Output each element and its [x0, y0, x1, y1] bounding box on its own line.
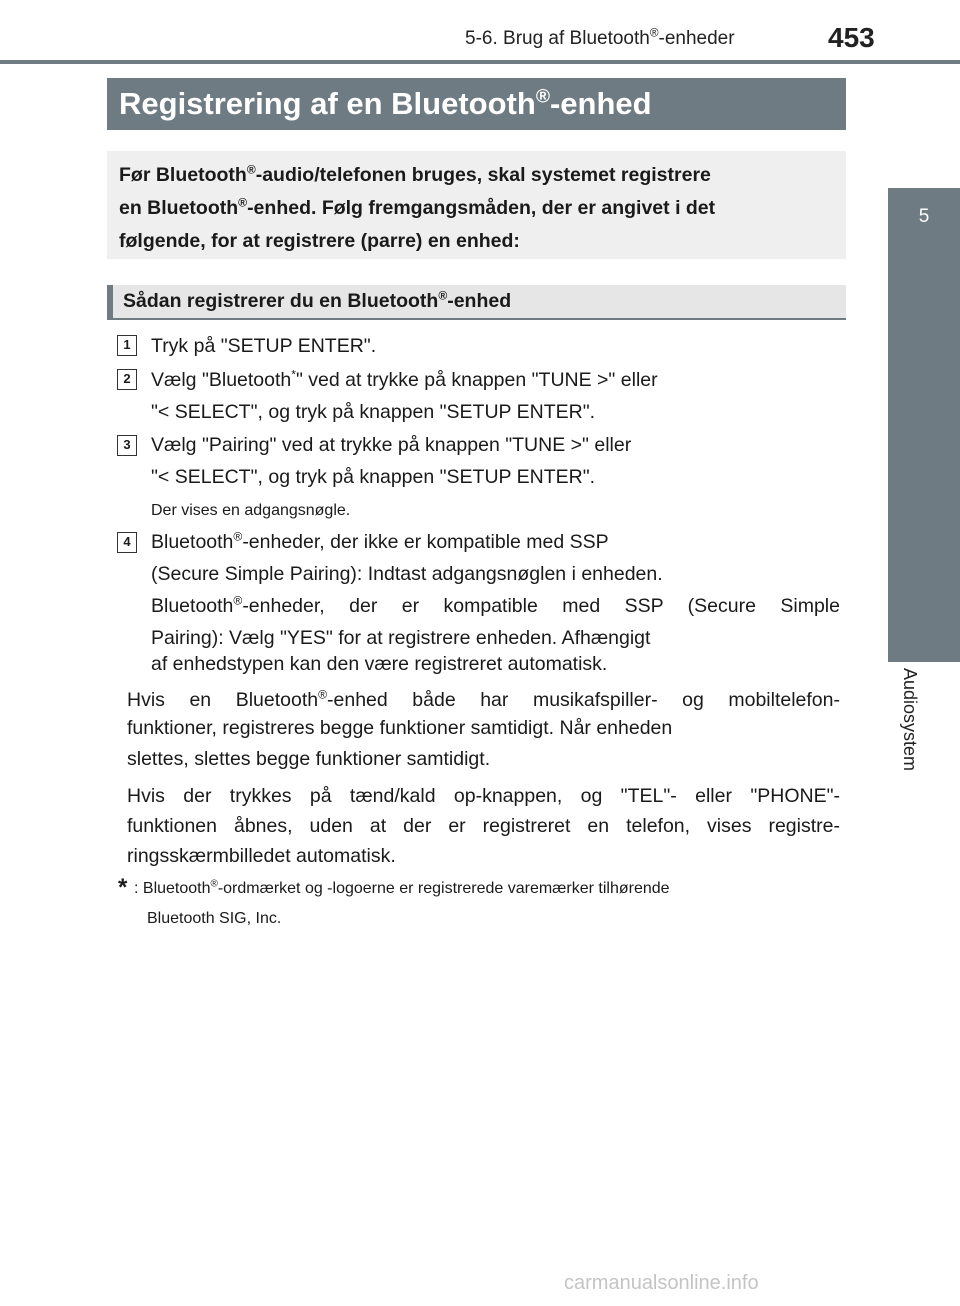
step-3-line-2: "< SELECT", og tryk på knappen "SETUP ENTER".: [151, 466, 596, 488]
step-4-line-5: af enhedstypen kan den være registreret automatisk.: [151, 653, 608, 675]
para-2-line-1: Hvis der trykkes på tænd/kald op-knappen, og "TEL"- eller "PHONE"-: [127, 785, 840, 807]
chapter-tab: [888, 188, 960, 662]
chapter-label: Audiosystem: [900, 668, 920, 772]
step-2-line-2: "< SELECT", og tryk på knappen "SETUP ENTER".: [151, 401, 596, 423]
watermark: carmanualsonline.info: [564, 1272, 759, 1294]
sub-heading: Sådan registrerer du en Bluetooth®-enhed: [107, 285, 846, 320]
para-1-line-1: Hvis en Bluetooth®-enhed både har musikafspiller- og mobiltelefon-: [127, 687, 840, 711]
step-4-line-4: Pairing): Vælg "YES" for at registrere enheden. Afhængigt: [151, 627, 651, 649]
step-3-line-1: Vælg "Pairing" ved at trykke på knappen "TUNE >" eller: [151, 434, 632, 456]
step-4-line-3: Bluetooth®-enheder, der er kompatible med SSP (Secure Simple: [151, 593, 840, 617]
step-number-2: 2: [117, 369, 137, 390]
para-1-line-3: slettes, slettes begge funktioner samtidigt.: [127, 748, 491, 770]
step-3-note: Der vises en adgangsnøgle.: [151, 502, 351, 519]
intro-line: en Bluetooth®-enhed. Følg fremgangsmåden, der er angivet i det: [119, 195, 716, 219]
section-title: 5-6. Brug af Bluetooth®-enheder: [465, 26, 735, 49]
para-2-line-3: ringsskærmbilledet automatisk.: [127, 845, 396, 867]
step-number-3: 3: [117, 435, 137, 456]
para-1-line-2: funktioner, registreres begge funktioner samtidigt. Når enheden: [127, 717, 673, 739]
step-2-line-1: Vælg "Bluetooth*" ved at trykke på knappen "TUNE >" eller: [151, 367, 658, 391]
para-2-line-2: funktionen åbnes, uden at der er registreret en telefon, vises registre-: [127, 815, 840, 837]
step-number-4: 4: [117, 532, 137, 553]
step-4-line-2: (Secure Simple Pairing): Indtast adgangsnøglen i enheden.: [151, 563, 663, 585]
intro-box: [107, 151, 846, 259]
step-1-text: Tryk på "SETUP ENTER".: [151, 335, 377, 357]
page-heading: Registrering af en Bluetooth®-enhed: [107, 78, 846, 130]
footnote-line-1: : Bluetooth®-ordmærket og -logoerne er registrerede varemærker tilhørende: [134, 878, 670, 897]
header-rule: [0, 60, 960, 64]
intro-line: Før Bluetooth®-audio/telefonen bruges, skal systemet registrere: [119, 162, 711, 186]
footnote-asterisk: *: [118, 874, 128, 901]
footnote-line-2: Bluetooth SIG, Inc.: [147, 910, 282, 927]
step-number-1: 1: [117, 335, 137, 356]
chapter-number: 5: [918, 206, 930, 227]
sub-heading-stripe: [107, 285, 113, 318]
step-4-line-1: Bluetooth®-enheder, der ikke er kompatible med SSP: [151, 529, 609, 553]
page-number: 453: [828, 22, 875, 53]
intro-line: følgende, for at registrere (parre) en enhed:: [119, 230, 520, 252]
